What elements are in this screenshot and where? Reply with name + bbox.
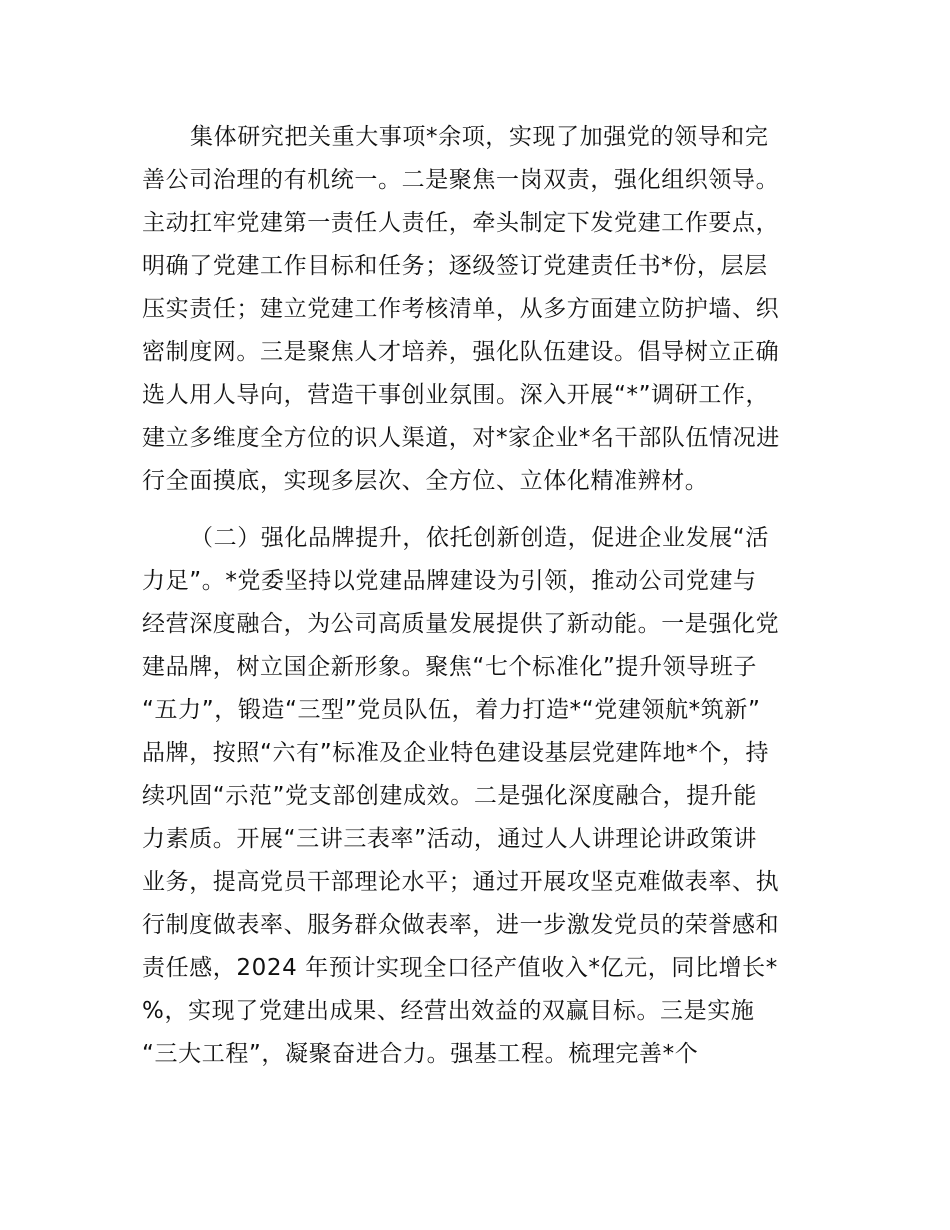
text-line: 密制度网。三是聚焦人才培养，强化队伍建设。倡导树立正确	[142, 339, 780, 365]
text-line: 经营深度融合，为公司高质量发展提供了新动能。一是强化党	[142, 611, 780, 637]
text-line: 续巩固“示范”党支部创建成效。二是强化深度融合，提升能	[142, 783, 758, 809]
text-line: （二）强化品牌提升，依托创新创造，促进企业发展“活	[190, 525, 769, 551]
text-line: 力素质。开展“三讲三表率”活动，通过人人讲理论讲政策讲	[142, 826, 758, 852]
text-line: 选人用人导向，营造干事创业氛围。深入开展“*”调研工作，	[142, 382, 770, 408]
text-line: 业务，提高党员干部理论水平；通过开展攻坚克难做表率、执	[142, 869, 780, 895]
text-line: 压实责任；建立党建工作考核清单，从多方面建立防护墙、织	[142, 296, 780, 322]
text-line: 主动扛牢党建第一责任人责任，牵头制定下发党建工作要点，	[142, 210, 780, 236]
text-line: 善公司治理的有机统一。二是聚焦一岗双责，强化组织领导。	[142, 167, 780, 193]
text-line: 品牌，按照“六有”标准及企业特色建设基层党建阵地*个，持	[142, 740, 770, 766]
text-line: %，实现了党建出成果、经营出效益的双赢目标。三是实施	[142, 998, 755, 1024]
text-line: 力足”。*党委坚持以党建品牌建设为引领，推动公司党建与	[142, 568, 757, 594]
text-line: 建立多维度全方位的识人渠道，对*家企业*名干部队伍情况进	[142, 425, 780, 451]
text-line: 责任感，2024 年预计实现全口径产值收入*亿元，同比增长*	[142, 955, 778, 981]
text-line: “五力”，锻造“三型”党员队伍，着力打造*“党建领航*筑新”	[142, 697, 761, 723]
text-line: 明确了党建工作目标和任务；逐级签订党建责任书*份，层层	[142, 253, 768, 279]
text-line: 行制度做表率、服务群众做表率，进一步激发党员的荣誉感和	[142, 912, 780, 938]
text-line: 行全面摸底，实现多层次、全方位、立体化精准辨材。	[142, 468, 709, 494]
text-line: “三大工程”，凝聚奋进合力。强基工程。梳理完善*个	[142, 1041, 699, 1067]
text-line: 集体研究把关重大事项*余项，实现了加强党的领导和完	[190, 124, 769, 150]
text-line: 建品牌，树立国企新形象。聚焦“七个标准化”提升领导班子	[142, 654, 758, 680]
